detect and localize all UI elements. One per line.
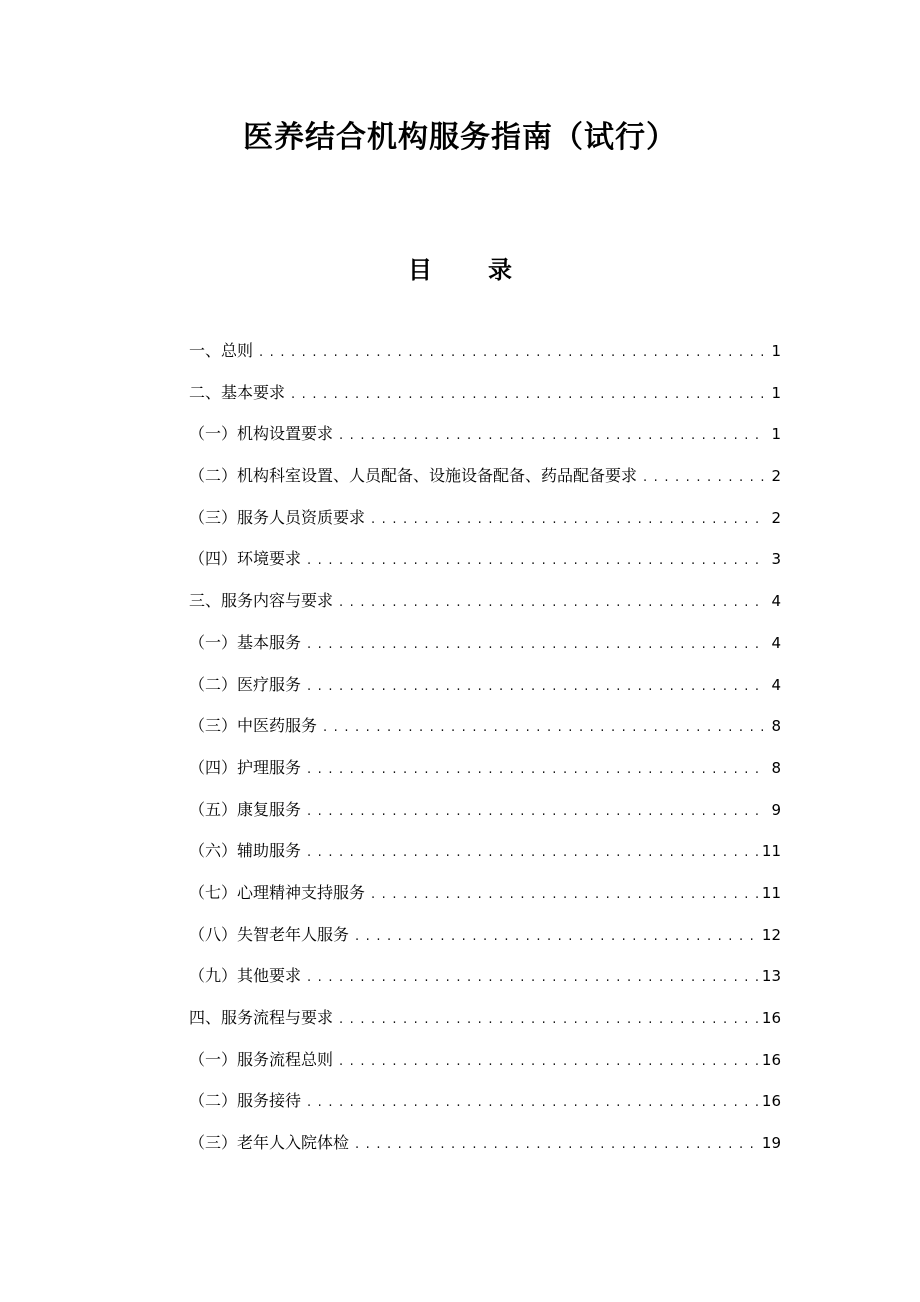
toc-dot-leader	[307, 753, 767, 787]
toc-entry[interactable]	[189, 709, 781, 751]
toc-entry-page-number: 1	[771, 342, 781, 360]
toc-dot-leader	[339, 586, 767, 620]
toc-entry[interactable]	[189, 1084, 781, 1126]
toc-dot-leader	[339, 1045, 758, 1079]
toc-dot-leader	[339, 1003, 758, 1037]
toc-entry-label: 一、总则	[189, 341, 254, 360]
toc-entry[interactable]	[189, 1001, 781, 1043]
toc-dot-leader	[307, 1086, 758, 1120]
document-title: 医养结合机构服务指南（试行）	[243, 120, 677, 155]
toc-entry[interactable]	[189, 542, 781, 584]
toc-entry-page-number: 2	[771, 467, 781, 486]
toc-dot-leader	[307, 628, 767, 662]
toc-entry-page-number: 8	[771, 758, 781, 777]
toc-entry-label: 四、服务流程与要求	[189, 1008, 334, 1027]
toc-entry-page-number: 19	[761, 1134, 781, 1153]
toc-entry[interactable]	[189, 626, 781, 668]
toc-entry[interactable]	[189, 668, 781, 710]
toc-entry-page-number: 3	[771, 550, 781, 569]
toc-entry-label: （二）服务接待	[189, 1091, 302, 1111]
toc-entry[interactable]	[189, 876, 781, 918]
toc-heading-left: 目	[408, 256, 432, 284]
toc-entry-label: （二）机构科室设置、人员配备、设施设备配备、药品配备要求	[189, 466, 638, 486]
toc-entry[interactable]	[189, 376, 781, 418]
toc-dot-leader	[307, 544, 767, 578]
toc-dot-leader	[355, 1128, 758, 1162]
toc-entry-label: （三）老年人入院体检	[189, 1133, 350, 1153]
toc-entry-label: （一）机构设置要求	[189, 424, 334, 444]
toc-entry[interactable]	[189, 501, 781, 543]
toc-entry-label: （六）辅助服务	[189, 841, 302, 861]
toc-entry-page-number: 16	[761, 1009, 781, 1027]
toc-entry-page-number: 2	[771, 508, 781, 527]
toc-entry[interactable]	[189, 584, 781, 626]
toc-dot-leader	[339, 419, 767, 453]
toc-entry[interactable]	[189, 834, 781, 876]
toc-entry[interactable]	[189, 959, 781, 1001]
toc-entry-page-number: 13	[761, 967, 781, 986]
toc-entry-label: （八）失智老年人服务	[189, 924, 350, 944]
toc-entry[interactable]	[189, 1043, 781, 1085]
toc-entry-page-number: 16	[761, 1050, 781, 1069]
toc-dot-leader	[259, 336, 767, 370]
toc-entry-page-number: 1	[771, 425, 781, 444]
toc-entry-label: 二、基本要求	[189, 382, 286, 402]
toc-dot-leader	[307, 795, 767, 829]
toc-entry-page-number: 1	[771, 383, 781, 402]
toc-entry[interactable]	[189, 334, 781, 376]
toc-dot-leader	[307, 836, 758, 870]
toc-entry-page-number: 8	[771, 717, 781, 736]
toc-entry-label: （三）中医药服务	[189, 716, 318, 736]
toc-entry[interactable]	[189, 751, 781, 793]
toc-entry-page-number: 16	[761, 1092, 781, 1111]
toc-dot-leader	[323, 711, 767, 745]
toc-entry[interactable]	[189, 918, 781, 960]
toc-dot-leader	[643, 461, 767, 495]
table-of-contents	[189, 334, 781, 1168]
toc-entry-page-number: 11	[761, 842, 781, 861]
toc-entry-label: 三、服务内容与要求	[189, 591, 334, 611]
toc-dot-leader	[371, 878, 758, 912]
toc-entry-label: （一）基本服务	[189, 632, 302, 652]
toc-entry[interactable]	[189, 793, 781, 835]
toc-entry-label: （二）医疗服务	[189, 674, 302, 694]
toc-entry-page-number: 4	[771, 592, 781, 611]
toc-entry-page-number: 11	[761, 883, 781, 902]
toc-dot-leader	[307, 670, 767, 704]
toc-dot-leader	[355, 920, 758, 954]
toc-entry[interactable]	[189, 417, 781, 459]
toc-heading	[0, 250, 920, 285]
toc-dot-leader	[307, 961, 758, 995]
toc-entry-label: （一）服务流程总则	[189, 1049, 334, 1069]
toc-entry[interactable]	[189, 459, 781, 501]
toc-entry-page-number: 9	[771, 800, 781, 819]
toc-dot-leader	[371, 503, 767, 537]
toc-entry-label: （五）康复服务	[189, 799, 302, 819]
toc-entry-page-number: 4	[771, 633, 781, 652]
toc-dot-leader	[291, 378, 767, 412]
toc-entry-label: （九）其他要求	[189, 966, 302, 986]
toc-entry-label: （四）环境要求	[189, 549, 302, 569]
toc-entry-label: （三）服务人员资质要求	[189, 507, 366, 527]
toc-entry-label: （七）心理精神支持服务	[189, 882, 366, 902]
toc-entry-page-number: 4	[771, 675, 781, 694]
toc-entry[interactable]	[189, 1126, 781, 1168]
toc-heading-right: 录	[488, 256, 512, 284]
toc-entry-label: （四）护理服务	[189, 757, 302, 777]
toc-entry-page-number: 12	[761, 925, 781, 944]
